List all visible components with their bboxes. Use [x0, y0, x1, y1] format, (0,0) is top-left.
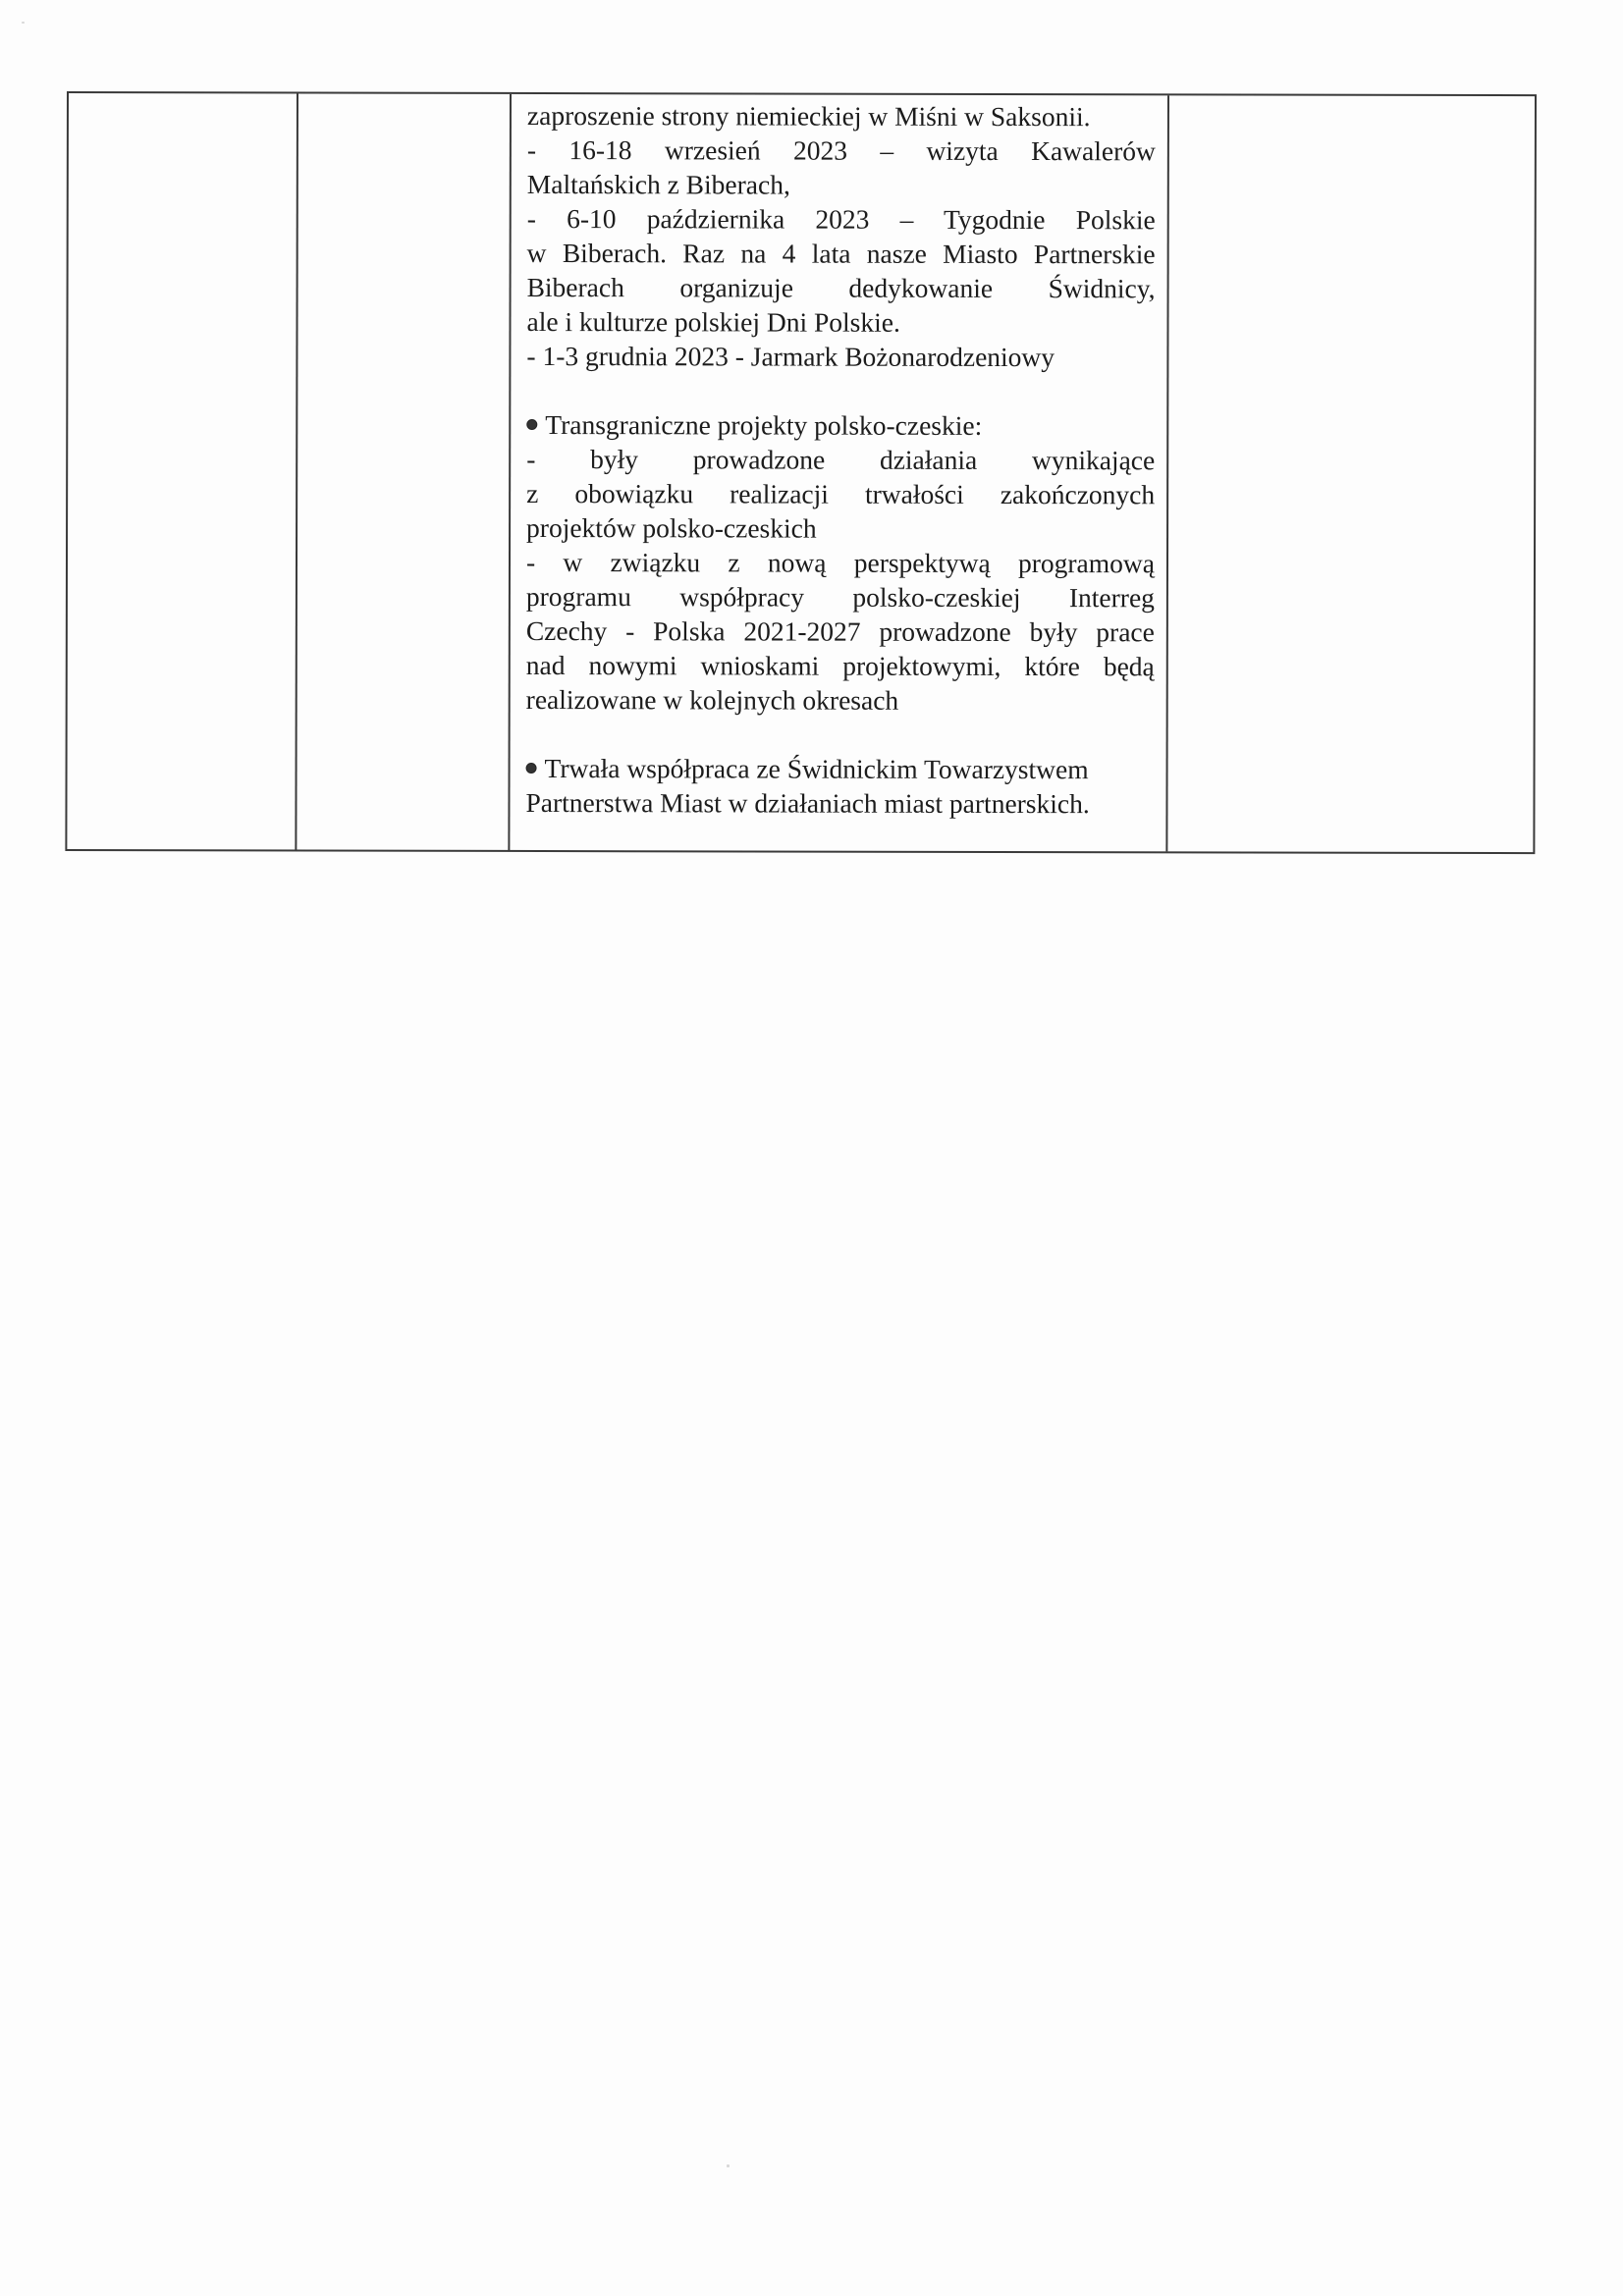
table-column-divider: [1165, 95, 1169, 851]
text-line: ale i kulturze polskiej Dni Polskie.: [526, 305, 900, 338]
paragraph-gap: [526, 717, 1155, 752]
scan-speck: [22, 22, 25, 24]
text-line: Maltańskich z Biberach,: [526, 168, 790, 200]
scan-speck: [727, 2164, 730, 2167]
text-line: z obowiązku realizacji trwałości zakończonych: [526, 477, 1156, 510]
text-line: programu współpracy polsko-czeskiej Interreg: [525, 580, 1155, 614]
text-line: Biberach organizuje dedykowanie Świdnicy,: [526, 271, 1156, 304]
table-column-divider: [508, 94, 512, 850]
bullet-icon: [526, 763, 537, 774]
table-column-divider: [295, 93, 298, 849]
text-line: - były prowadzone działania wynikające: [526, 443, 1156, 476]
text-line: zaproszenie strony niemieckiej w Miśni w Saksonii.: [526, 99, 1091, 133]
text-line: Partnerstwa Miast w działaniach miast partnerskich.: [525, 786, 1090, 820]
text-line: realizowane w kolejnych okresach: [525, 683, 899, 716]
section-heading: [526, 751, 1155, 786]
text-line: - 6-10 października 2023 – Tygodnie Polskie: [526, 202, 1156, 236]
table-cell-description: [525, 98, 1156, 821]
text-line: - 16-18 wrzesień 2023 – wizyta Kawalerów: [526, 133, 1156, 167]
paragraph-gap: [526, 373, 1155, 408]
section-heading: [526, 407, 1155, 443]
text-line: Czechy - Polska 2021-2027 prowadzone były prace: [525, 614, 1155, 648]
bullet-icon: [526, 419, 537, 430]
document-table: [65, 91, 1537, 854]
text-line: - 1-3 grudnia 2023 - Jarmark Bożonarodzeniowy: [526, 340, 1055, 373]
text-line: w Biberach. Raz na 4 lata nasze Miasto Partnerskie: [526, 237, 1156, 270]
section-heading-text: Trwała współpraca ze Świdnickim Towarzystwem: [544, 753, 1089, 785]
text-line: nad nowymi wnioskami projektowymi, które będą: [525, 649, 1155, 682]
text-line: - w związku z nową perspektywą programową: [525, 546, 1156, 579]
text-line: projektów polsko-czeskich: [526, 511, 817, 544]
section-heading-text: Transgraniczne projekty polsko-czeskie:: [545, 409, 983, 441]
